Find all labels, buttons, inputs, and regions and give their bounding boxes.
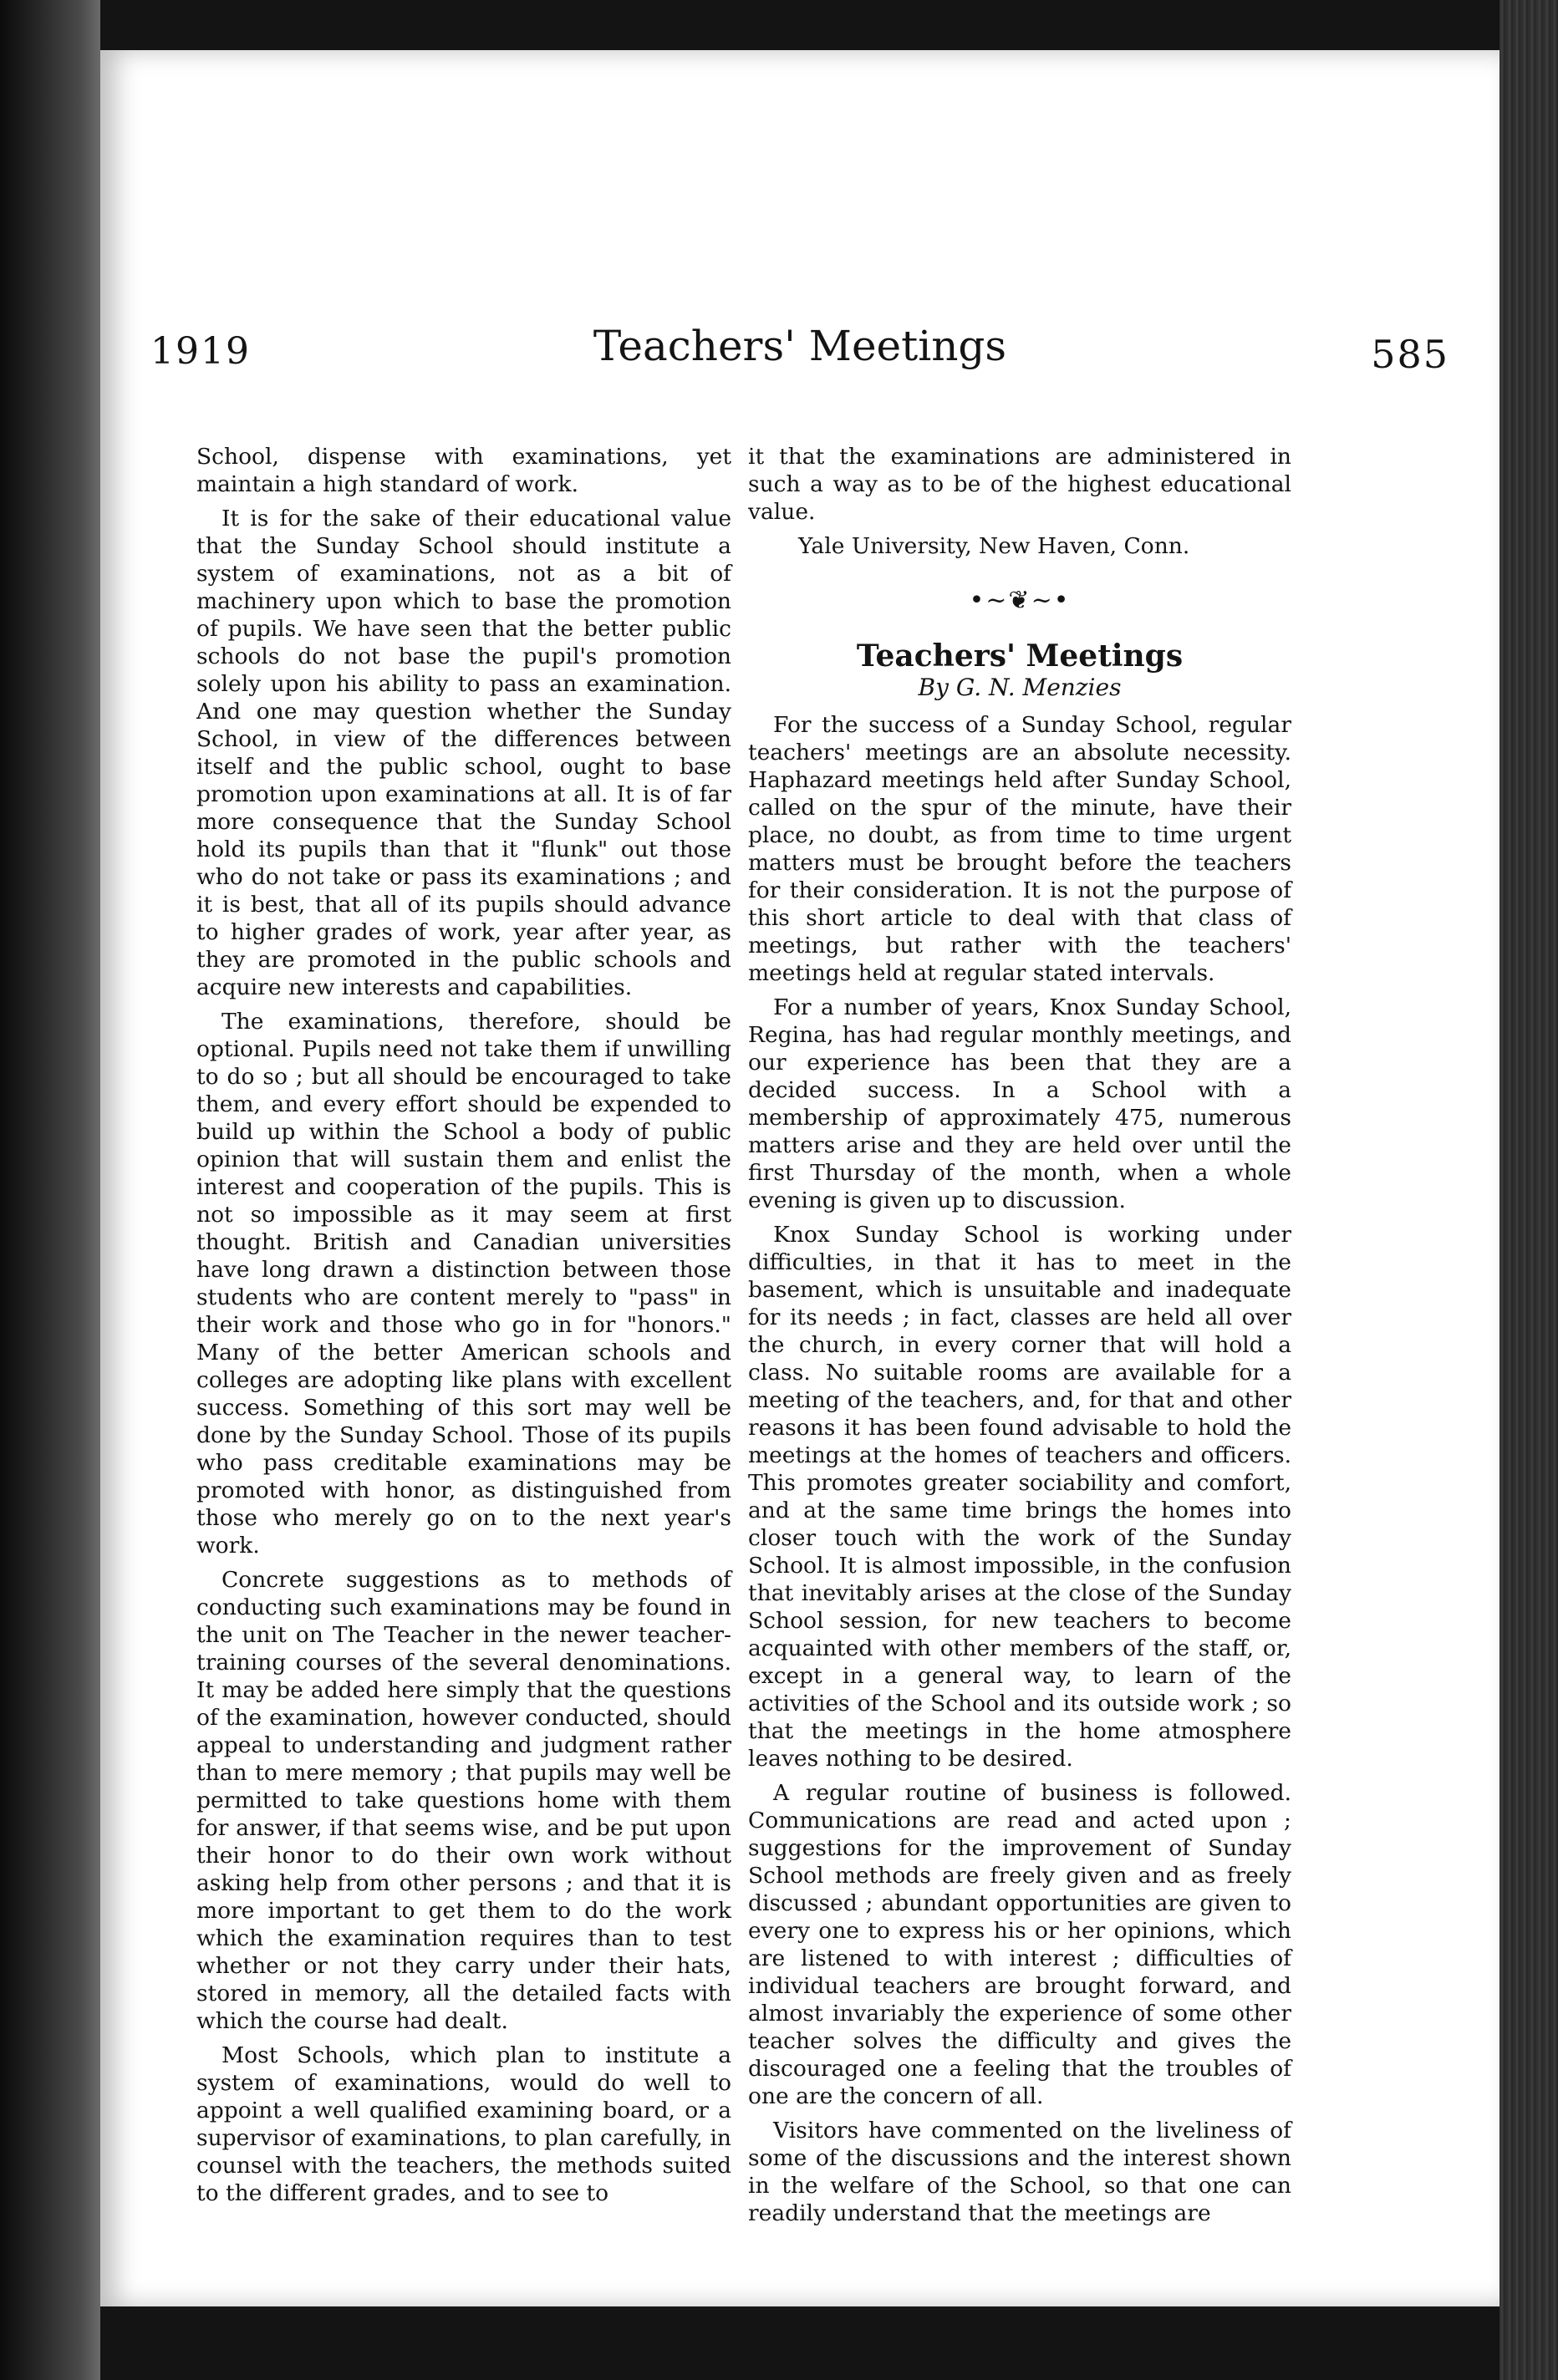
paragraph: It is for the sake of their educational value that the Sunday School should institute a system of examinations, not as a bit of machinery upon which to base the promotion of pupils. We have seen that the better public schools do not base the pupil's promotion solely upon his ability to pass an examination. And one may question whether the Sunday School, in view of the differences between itself and the public school, ought to base promotion upon examinations at all. It is of far more consequence that the Sunday School hold its pupils than that it "flunk" out those who do not take or pass its examinations ; and it is best, that all of its pupils should advance to higher grades of work, year after year, as they are promoted in the public schools and acquire new interests and capabilities.: [196, 506, 731, 1000]
paragraph: Visitors have commented on the liveliness of some of the discussions and the interest shown in the welfare of the School, so that one can readily understand that the meetings are: [748, 2118, 1291, 2226]
running-title: Teachers' Meetings: [593, 322, 1007, 370]
paragraph: The examinations, therefore, should be optional. Pupils need not take them if unwilling to do so ; but all should be encouraged to take them, and every effort should be expended to build up within the School a body of public opinion that will sustain them and enlist the interest and cooperation of the pupils. This is not so impossible as it may seem at first thought. British and Canadian universities have long drawn a distinction between those students who are content merely to "pass" in their work and those who go in for "honors." Many of the better American schools and colleges are adopting like plans with excellent success. Something of this sort may well be done by the Sunday School. Those of its pupils who pass creditable examinations may be promoted with honor, as distinguished from those who merely go on to the next year's work.: [196, 1009, 731, 1559]
book-binding-gutter: [0, 0, 100, 2380]
section-ornament: •~❦~•: [969, 586, 1071, 615]
paragraph: Concrete suggestions as to methods of conducting such examinations may be found in the unit on The Teacher in the newer teacher-training courses of the several denominations. It may be added here simply that the questions of the examination, however conducted, should appeal to understanding and judgment rather than to mere memory ; that pupils may well be permitted to take questions home with them for answer, if that seems wise, and be put upon their honor to do their own work without asking help from other persons ; and that it is more important to get them to do the work which the examination requires than to test whether or not they carry under their hats, stored in memory, all the detailed facts with which the course had dealt.: [196, 1567, 731, 2034]
previous-article-byline: Yale University, New Haven, Conn.: [798, 533, 1190, 559]
paragraph: Most Schools, which plan to institute a system of examinations, would do well to appoint a well qualified examining board, or a supervisor of examinations, to plan carefully, in counsel with the teachers, the methods suited to the different grades, and to see to: [196, 2042, 731, 2206]
paragraph: A regular routine of business is followed. Communications are read and acted upon ; suggestions for the improvement of Sunday School methods are freely given and as freely discussed ; abundant opportunities are given to every one to express his or her opinions, which are listened to with interest ; difficulties of individual teachers are brought forward, and almost invariably the experience of some other teacher solves the difficulty and gives the discouraged one a feeling that the troubles of one are the concern of all.: [748, 1780, 1291, 2109]
paragraph: For a number of years, Knox Sunday School, Regina, has had regular monthly meetings, and our experience has been that they are a decided success. In a School with a membership of approximately 475, numerous matters arise and they are held over until the first Thursday of the month, when a whole evening is given up to discussion.: [748, 994, 1291, 1213]
page-number: 585: [1371, 332, 1449, 377]
article-title: Teachers' Meetings: [856, 638, 1184, 674]
running-head: [150, 322, 1449, 389]
page-sheet: [100, 50, 1499, 2306]
continuation-paragraph: it that the examinations are administered in such a way as to be of the highest educational value.: [748, 444, 1291, 525]
book-page-edge: [1499, 0, 1558, 2380]
year-label: 1919: [150, 330, 251, 373]
right-column: [748, 443, 1291, 2234]
article-byline: By G. N. Menzies: [918, 674, 1122, 701]
left-column: [196, 443, 731, 2214]
paragraph: For the success of a Sunday School, regular teachers' meetings are an absolute necessity. Haphazard meetings held after Sunday School, called on the spur of the minute, have their place, no doubt, as from time to time urgent matters must be brought before the teachers for their consideration. It is not the purpose of this short article to deal with that class of meetings, but rather with the teachers' meetings held at regular stated intervals.: [748, 712, 1291, 986]
paragraph: School, dispense with examinations, yet maintain a high standard of work.: [196, 444, 731, 497]
paragraph: Knox Sunday School is working under difficulties, in that it has to meet in the basement, which is unsuitable and inadequate for its needs ; in fact, classes are held all over the church, in every corner that will hold a class. No suitable rooms are available for a meeting of the teachers, and, for that and other reasons it has been found advisable to hold the meetings at the homes of teachers and officers. This promotes greater sociability and comfort, and at the same time brings the homes into closer touch with the work of the Sunday School. It is almost impossible, in the confusion that inevitably arises at the close of the Sunday School session, for new teachers to become acquainted with other members of the staff, or, except in a general way, to learn of the activities of the School and its outside work ; so that the meetings in the home atmosphere leaves nothing to be desired.: [748, 1222, 1291, 1772]
